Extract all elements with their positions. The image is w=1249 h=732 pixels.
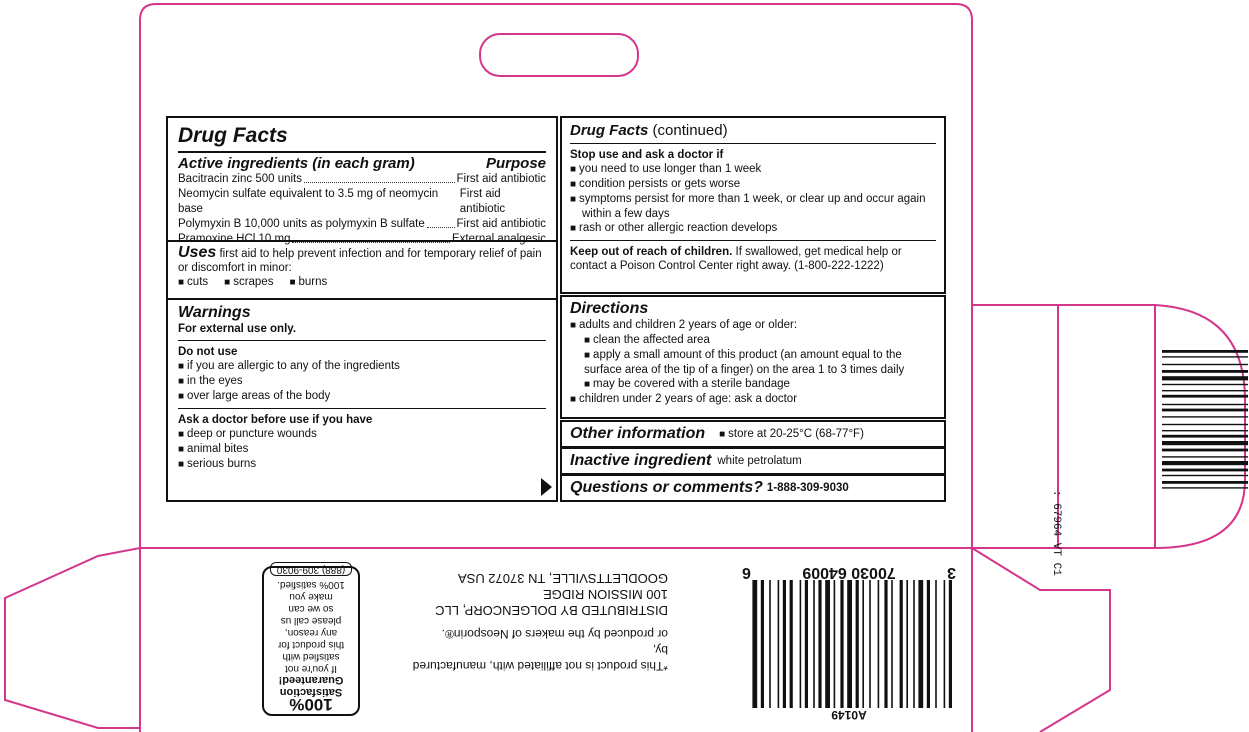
side-barcode-bar: [1162, 481, 1248, 484]
side-barcode-bar: [1162, 356, 1248, 357]
side-barcode-bar: [1162, 409, 1248, 412]
uses-heading: Uses: [178, 244, 217, 261]
do-not-use-heading: Do not use: [178, 346, 238, 358]
disclaimer-line: or produced by the makers of Neosporin®.: [441, 627, 668, 641]
distributor-line: 100 MISSION RIDGE: [543, 587, 668, 602]
questions-heading: Questions or comments?: [570, 479, 763, 496]
side-barcode-bar: [1162, 370, 1248, 373]
drug-facts-left: [166, 116, 558, 502]
barcode-bar: [813, 580, 815, 708]
distributor-block: [398, 571, 668, 690]
side-barcode-bar: [1162, 350, 1248, 353]
side-barcode-bar: [1162, 416, 1248, 417]
side-barcode-bar: [1162, 487, 1248, 488]
continued-label: (continued): [652, 122, 728, 139]
do-not-use-item: ■ in the eyes: [178, 374, 546, 389]
direction-item: ■ adults and children 2 years of age or older:: [570, 318, 936, 333]
barcode-bar: [805, 580, 808, 708]
drug-facts-continued-title: Drug Facts: [570, 122, 649, 139]
questions-phone: 1-888-309-9030: [766, 482, 849, 494]
direction-item: ■ children under 2 years of age: ask a doctor: [570, 392, 936, 407]
stop-item: ■ rash or other allergic reaction develops: [570, 221, 936, 236]
satisfaction-line: so we can: [288, 603, 334, 614]
barcode-bar: [944, 580, 946, 708]
satisfaction-line: any reason,: [284, 627, 338, 638]
other-info-heading: Other information: [570, 425, 706, 442]
barcode-bar: [935, 580, 937, 708]
side-barcode-bar: [1162, 456, 1248, 457]
direction-subitem: ■ may be covered with a sterile bandage: [570, 377, 936, 392]
continue-arrow-icon: [541, 478, 552, 496]
ask-doctor-heading: Ask a doctor before use if you have: [178, 414, 373, 426]
satisfaction-line: this product for: [277, 639, 345, 650]
barcode-bar: [884, 580, 887, 708]
barcode-bar: [847, 580, 852, 708]
stop-use-panel: [560, 116, 946, 294]
warnings-heading: Warnings: [178, 304, 251, 321]
barcode-code: A0149: [831, 708, 867, 722]
side-barcode-bar: [1162, 441, 1248, 445]
stop-item: ■ condition persists or gets worse: [570, 177, 936, 192]
drug-facts-title: Drug Facts: [178, 124, 288, 147]
barcode-bar: [856, 580, 859, 708]
barcode-bar: [825, 580, 830, 708]
satisfaction-line: satisfied with: [282, 651, 340, 662]
satisfaction-phone: (888) 309-9030: [270, 562, 352, 576]
barcode-bar: [752, 580, 757, 708]
ingredient-row: Pramoxine HCl 10 mg External analgesic: [178, 233, 546, 245]
inactive-heading: Inactive ingredient: [570, 452, 712, 469]
upc-barcode: [742, 562, 956, 722]
side-barcode-bar: [1162, 430, 1248, 431]
side-barcode-bar: [1162, 475, 1248, 476]
barcode-bar: [783, 580, 786, 708]
ingredient-row: Bacitracin zinc 500 units First aid antibiotic: [178, 173, 546, 185]
use-item: ■ scrapes: [224, 275, 273, 290]
barcode-bar: [878, 580, 880, 708]
stop-use-heading: Stop use and ask a doctor if: [570, 149, 724, 161]
side-barcode-bar: [1162, 469, 1248, 472]
other-info-panel: [560, 420, 946, 448]
side-barcode-bar: [1162, 404, 1248, 405]
barcode-bar: [840, 580, 843, 708]
do-not-use-item: ■ if you are allergic to any of the ingredients: [178, 359, 546, 374]
use-item: ■ cuts: [178, 275, 208, 290]
barcode-bar: [927, 580, 930, 708]
satisfaction-box: [262, 566, 360, 716]
satisfaction-title-2: Guaranteed!: [278, 674, 344, 686]
barcode-bar: [761, 580, 764, 708]
ask-doctor-item: ■ serious burns: [178, 457, 546, 472]
direction-subitem: ■ clean the affected area: [570, 333, 936, 348]
side-barcode-bar: [1162, 424, 1248, 425]
uses-section: [168, 242, 556, 300]
purpose-heading: Purpose: [485, 155, 546, 172]
satisfaction-line: make you: [289, 591, 333, 602]
warnings-section: [168, 300, 556, 476]
use-item: ■ burns: [289, 275, 327, 290]
questions-panel: [560, 474, 946, 502]
barcode-bar: [769, 580, 771, 708]
satisfaction-line: 100% satisfied.: [277, 579, 345, 590]
barcode-bar: [869, 580, 871, 708]
directions-panel: [560, 295, 946, 419]
ask-doctor-item: ■ animal bites: [178, 442, 546, 457]
distributor-line: GOODLETTSVILLE, TN 37072 USA: [457, 571, 668, 586]
barcode-bars: [742, 580, 956, 708]
barcode-bar: [918, 580, 923, 708]
active-section: [168, 118, 556, 245]
side-barcode-bar: [1162, 395, 1248, 398]
distributor-line: DISTRIBUTED BY DOLGENCORP, LLC: [435, 603, 668, 618]
keep-out-text: If swallowed, get medical help or contact a Poison Control Center right away. (1-800-222-1222): [570, 246, 902, 272]
side-barcode-bar: [1162, 435, 1248, 438]
satisfaction-line: please call us: [280, 615, 342, 626]
barcode-bar: [778, 580, 780, 708]
side-code: : 67964 VT C1: [1050, 490, 1062, 576]
upc-right-digit: 6: [742, 564, 751, 581]
ingredient-row: Neomycin sulfate equivalent to 3.5 mg of neomycin base First aid antibiotic: [178, 188, 506, 215]
side-barcode-bar: [1162, 364, 1248, 365]
directions-heading: Directions: [570, 300, 649, 317]
upc-left-digit: 3: [947, 564, 956, 581]
ingredient-row: Polymyxin B 10,000 units as polymyxin B sulfate First aid antibiotic: [178, 218, 546, 230]
side-barcode-bar: [1162, 376, 1248, 380]
ask-doctor-item: ■ deep or puncture wounds: [178, 427, 546, 442]
external-use: For external use only.: [178, 323, 297, 335]
barcode-bar: [834, 580, 836, 708]
barcode-bar: [800, 580, 802, 708]
stop-item: ■ you need to use longer than 1 week: [570, 162, 936, 177]
direction-subitem: ■ apply a small amount of this product (an amount equal to the surface area of the tip of a finger) on the area 1 to 3 times daily: [570, 348, 936, 377]
do-not-use-item: ■ over large areas of the body: [178, 389, 546, 404]
uses-text: first aid to help prevent infection and for temporary relief of pain or discomfort in minor:: [178, 248, 542, 274]
side-barcode-bar: [1162, 449, 1248, 452]
barcode-bar: [818, 580, 821, 708]
barcode-bar: [862, 580, 864, 708]
satisfaction-percent: 100%: [289, 695, 333, 714]
barcode-bar: [891, 580, 893, 708]
side-barcode-bar: [1162, 390, 1248, 391]
barcode-bar: [913, 580, 915, 708]
upc-middle-digits: 70030 64009: [802, 564, 896, 581]
keep-out-heading: Keep out of reach of children.: [570, 246, 733, 258]
side-barcode-bar: [1162, 461, 1248, 465]
barcode-bar: [949, 580, 952, 708]
inactive-panel: [560, 447, 946, 475]
side-barcode-bar: [1162, 384, 1248, 385]
side-barcode: [1162, 350, 1248, 490]
satisfaction-title-1: Satisfaction: [279, 686, 343, 698]
barcode-bar: [906, 580, 908, 708]
barcode-bar: [900, 580, 903, 708]
disclaimer-line: *This product is not affiliated with, manufactured by,: [412, 643, 668, 673]
inactive-text: white petrolatum: [717, 455, 802, 467]
stop-item: ■ symptoms persist for more than 1 week, or clear up and occur again within a few days: [570, 192, 936, 221]
satisfaction-line: If you're not: [285, 663, 337, 674]
active-heading: Active ingredients (in each gram): [178, 155, 415, 172]
other-info-text: ■ store at 20-25°C (68-77°F): [719, 427, 864, 442]
barcode-bar: [790, 580, 793, 708]
